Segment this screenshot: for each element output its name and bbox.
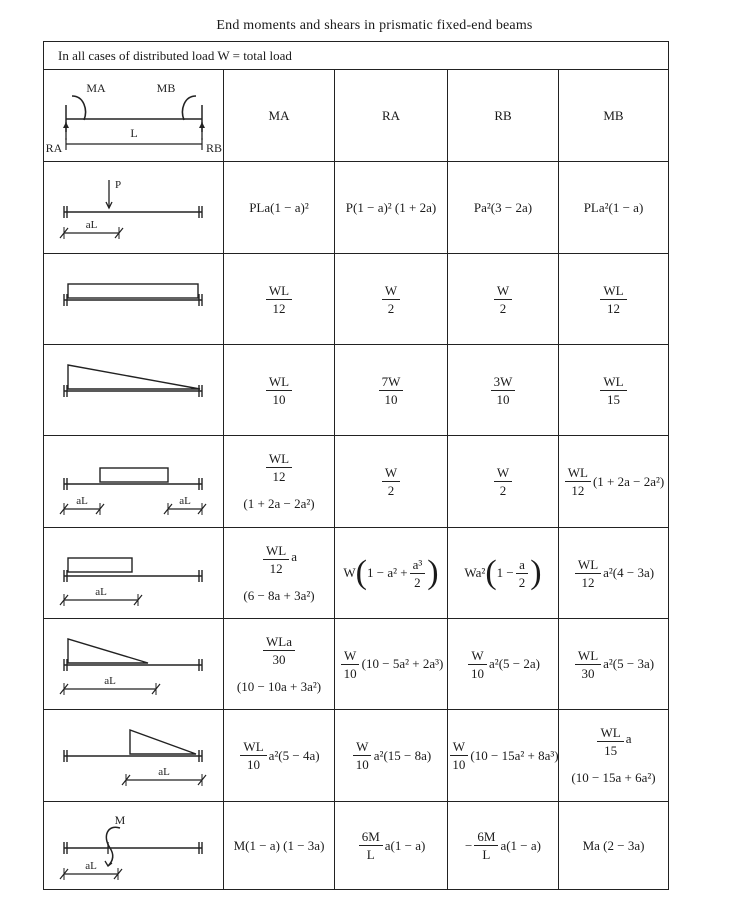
formula-tail: a²(4 − 3a) (603, 565, 655, 580)
fraction (341, 648, 360, 681)
diagram-cell-central-partial-uniform (44, 436, 224, 527)
denominator: 10 (247, 757, 261, 772)
numerator: WL (266, 451, 292, 468)
formula-text: M(1 − a) (1 − 3a) (233, 837, 325, 853)
formula-cell-ma (224, 345, 335, 435)
denominator: 30 (272, 651, 286, 667)
formula-cell-mb (559, 436, 668, 527)
formula-cell-ra (335, 345, 448, 435)
fraction (382, 283, 400, 316)
formula-below: (1 + 2a − 2a²) (243, 496, 315, 511)
numerator: a³ (410, 557, 426, 574)
fraction (597, 725, 623, 758)
formula-tail: (1 + 2a − 2a²) (592, 473, 665, 489)
beam-diagram (44, 710, 224, 802)
beam-diagram (44, 162, 224, 254)
formula (264, 451, 294, 484)
fraction (494, 283, 512, 316)
header-mb (559, 70, 668, 161)
numerator: 6M (359, 829, 383, 846)
moment-arrow-a (72, 96, 86, 120)
formula-cell-ma (224, 162, 335, 253)
fraction (600, 283, 626, 316)
formula-tail: a²(5 − 4a) (268, 747, 320, 763)
formula-text: PLa²(1 − a) (583, 199, 644, 215)
al-label: aL (76, 495, 88, 507)
partial-triangular-load (68, 639, 148, 663)
fraction (474, 829, 498, 862)
denominator: 10 (496, 391, 510, 407)
header-ra (335, 70, 448, 161)
formula (264, 374, 294, 407)
formula (573, 648, 654, 681)
denominator: 12 (571, 483, 585, 498)
mb-label: MB (156, 81, 176, 95)
numerator: WL (266, 283, 292, 300)
formula-suffix: a (625, 731, 632, 746)
formula (343, 556, 438, 590)
header-label-ra: RA (381, 107, 401, 123)
denominator: 15 (607, 391, 620, 407)
fraction (263, 543, 289, 576)
numerator: WL (565, 465, 591, 482)
table-row (44, 436, 668, 528)
denominator: 12 (272, 300, 286, 316)
numerator: 7W (379, 374, 404, 391)
table-row (44, 619, 668, 710)
numerator: W (494, 283, 512, 300)
formula-prefix: Wa² (464, 565, 486, 580)
formula (447, 739, 558, 772)
formula-cell-ma (224, 710, 335, 801)
numerator: W (494, 465, 512, 482)
formula-stack (243, 543, 314, 604)
formula (380, 465, 402, 498)
formula-text: Ma (2 − 3a) (582, 837, 645, 853)
header-label-rb: RB (494, 107, 512, 123)
formula (264, 283, 294, 316)
fraction (494, 465, 512, 498)
formula-text: PLa(1 − a)² (249, 199, 309, 215)
fraction (565, 465, 591, 498)
formula-tail: a²(5 − 3a) (603, 656, 655, 671)
header-label-ma: MA (268, 107, 290, 123)
fraction (516, 557, 529, 590)
arrow-head (63, 122, 69, 128)
formula (573, 557, 654, 590)
formula (261, 634, 297, 667)
diagram-cell-far-end-partial-triangular (44, 710, 224, 801)
numerator: W (382, 465, 400, 482)
fraction (468, 648, 487, 681)
fraction (359, 829, 383, 862)
fraction (410, 557, 426, 590)
rb-label: RB (205, 141, 223, 155)
fraction (266, 374, 292, 407)
numerator: W (382, 283, 400, 300)
formula-tail: a²(15 − 8a) (373, 747, 432, 763)
formula-inner: 1 − (496, 565, 514, 580)
formula-cell-rb (448, 710, 559, 801)
fraction (575, 648, 601, 681)
al-label: aL (85, 219, 98, 231)
partial-load-block (100, 468, 168, 482)
numerator: WL (240, 739, 266, 756)
formula (598, 283, 628, 316)
numerator: 3W (491, 374, 516, 391)
numerator: WL (266, 374, 292, 391)
formula (492, 283, 514, 316)
formula-cell-ra (335, 436, 448, 527)
formula-cell-mb (559, 345, 668, 435)
numerator: W (353, 739, 371, 756)
fraction (449, 739, 468, 772)
arrow-head (199, 122, 205, 128)
formula-tail: a²(5 − 2a) (489, 656, 540, 671)
numerator: 6M (474, 829, 498, 846)
formula-inner: 1 − a² + (367, 565, 408, 580)
diagram-cell-uniform-load (44, 254, 224, 344)
formula-tail: a(1 − a) (384, 837, 426, 853)
formula (380, 283, 402, 316)
fraction (353, 739, 372, 772)
formula-cell-ma (224, 528, 335, 618)
denominator: 10 (471, 665, 485, 681)
formula-text: P(1 − a)² (1 + 2a) (345, 199, 437, 215)
bracket: ( (355, 554, 367, 591)
al-label: aL (158, 766, 170, 778)
formula (351, 739, 431, 772)
formula (489, 374, 518, 407)
beam-diagram (44, 70, 224, 162)
numerator: WL (575, 648, 601, 665)
formula (339, 648, 444, 681)
beam-diagram (44, 436, 224, 528)
table-row (44, 254, 668, 345)
numerator: WL (575, 557, 601, 574)
formula-below: (6 − 8a + 3a²) (243, 587, 315, 603)
bracket: ( (485, 554, 497, 591)
formula-tail: a(1 − a) (500, 837, 541, 853)
formula (261, 543, 297, 576)
beam-diagram (44, 345, 224, 437)
fraction (266, 283, 292, 316)
beam-diagram (44, 802, 224, 894)
denominator: 2 (387, 300, 395, 316)
formula-cell-mb (559, 619, 668, 709)
formula-cell-ra (335, 710, 448, 801)
numerator: W (341, 648, 359, 665)
formula (466, 648, 540, 681)
formula (238, 739, 319, 772)
formula-cell-mb (559, 254, 668, 344)
formula-cell-rb (448, 802, 559, 889)
fraction (240, 739, 266, 772)
denominator: 10 (384, 391, 398, 407)
numerator: WLa (263, 634, 295, 651)
beam-diagram (44, 254, 224, 346)
m-label: M (114, 813, 126, 827)
moment-arrow-b (183, 96, 197, 120)
denominator: 12 (581, 574, 595, 590)
diagram-cell-end-partial-uniform (44, 528, 224, 618)
formula-below: (10 − 10a + 3a²) (236, 678, 322, 694)
denominator: 2 (414, 574, 421, 590)
distributed-load-note: In all cases of distributed load W = total load (44, 42, 668, 70)
diagram-cell-end-partial-triangular (44, 619, 224, 709)
formula (357, 829, 426, 862)
diagram-cell-point-load (44, 162, 224, 253)
table-row (44, 528, 668, 619)
ra-label: RA (45, 141, 63, 155)
formula-below: (10 − 15a + 6a²) (571, 770, 656, 785)
partial-load-block (68, 558, 132, 572)
formula (464, 556, 541, 590)
denominator: 2 (499, 483, 507, 498)
al-label: aL (104, 675, 116, 687)
formula-prefix: W (343, 565, 356, 580)
formula (492, 465, 514, 498)
header-label-mb: MB (603, 107, 624, 123)
denominator: 15 (604, 743, 618, 758)
uniform-load-block (68, 284, 198, 298)
denominator: 30 (581, 665, 595, 681)
denominator: 12 (269, 560, 283, 576)
fraction (266, 451, 292, 484)
page-title: End moments and shears in prismatic fixed-end beams (216, 18, 533, 33)
formula-tail: (10 − 15a² + 8a³) (470, 747, 559, 763)
formula-suffix: a (291, 548, 297, 564)
fraction (382, 465, 400, 498)
header-diagram-cell (44, 70, 224, 161)
bracket: ) (427, 554, 439, 591)
table-row (44, 710, 668, 802)
formula (595, 725, 631, 758)
l-label: L (130, 126, 138, 140)
diagram-cell-applied-moment (44, 802, 224, 889)
formula-prefix: − (465, 837, 473, 853)
denominator: L (482, 847, 491, 862)
formula-stack (237, 634, 321, 695)
formula-text: Pa²(3 − 2a) (473, 199, 533, 215)
denominator: 10 (355, 757, 369, 772)
formula (598, 374, 628, 407)
formula-cell-ma (224, 619, 335, 709)
formula-cell-rb (448, 254, 559, 344)
table-row (44, 802, 668, 889)
formula-cell-rb (448, 436, 559, 527)
fraction (575, 557, 601, 590)
formula-cell-ra (335, 162, 448, 253)
numerator: W (468, 648, 486, 665)
formula-stack (571, 725, 655, 786)
formula-cell-ma (224, 254, 335, 344)
applied-moment-arrow (106, 827, 120, 866)
denominator: 12 (607, 300, 620, 316)
formula-cell-rb (448, 528, 559, 618)
fraction (263, 634, 295, 667)
denominator: 2 (387, 483, 395, 498)
header-rb (448, 70, 559, 161)
table-header-row (44, 70, 668, 162)
formula-cell-ma (224, 436, 335, 527)
formula (465, 829, 541, 862)
triangular-load (68, 365, 200, 389)
bracket: ) (530, 554, 542, 591)
numerator: WL (600, 374, 626, 391)
ma-label: MA (86, 81, 106, 95)
diagram-cell-triangular-load (44, 345, 224, 435)
table-row (44, 162, 668, 254)
formula (377, 374, 406, 407)
denominator: 2 (499, 300, 507, 316)
formula-stack (243, 451, 314, 512)
numerator: W (450, 739, 468, 756)
partial-triangular-load (130, 730, 196, 754)
fraction (379, 374, 404, 407)
denominator: 12 (272, 469, 286, 484)
formula-tail: (10 − 5a² + 2a³) (361, 656, 444, 671)
numerator: a (516, 557, 528, 574)
beam-table (43, 41, 669, 890)
formula-cell-rb (448, 619, 559, 709)
formula-cell-ra (335, 802, 448, 889)
al-label: aL (85, 860, 97, 872)
formula-cell-ra (335, 528, 448, 618)
denominator: 10 (272, 391, 286, 407)
denominator: L (366, 847, 375, 862)
formula-cell-rb (448, 345, 559, 435)
p-label: P (114, 179, 122, 191)
beam-diagram (44, 619, 224, 711)
numerator: WL (597, 725, 623, 742)
fraction (491, 374, 516, 407)
header-ma (224, 70, 335, 161)
denominator: 2 (518, 574, 526, 590)
formula-cell-mb (559, 528, 668, 618)
denominator: 10 (343, 665, 357, 681)
al-label: aL (95, 586, 107, 598)
al-label: aL (179, 495, 191, 507)
formula (563, 465, 664, 498)
formula-cell-ma (224, 802, 335, 889)
denominator: 10 (452, 757, 466, 772)
formula-cell-rb (448, 162, 559, 253)
numerator: WL (600, 283, 626, 300)
formula-cell-ra (335, 254, 448, 344)
formula-cell-mb (559, 710, 668, 801)
formula-cell-mb (559, 162, 668, 253)
formula-cell-mb (559, 802, 668, 889)
numerator: WL (263, 543, 289, 560)
table-row (44, 345, 668, 436)
table-grid (44, 70, 668, 889)
formula-cell-ra (335, 619, 448, 709)
beam-diagram (44, 528, 224, 620)
fraction (600, 374, 626, 407)
